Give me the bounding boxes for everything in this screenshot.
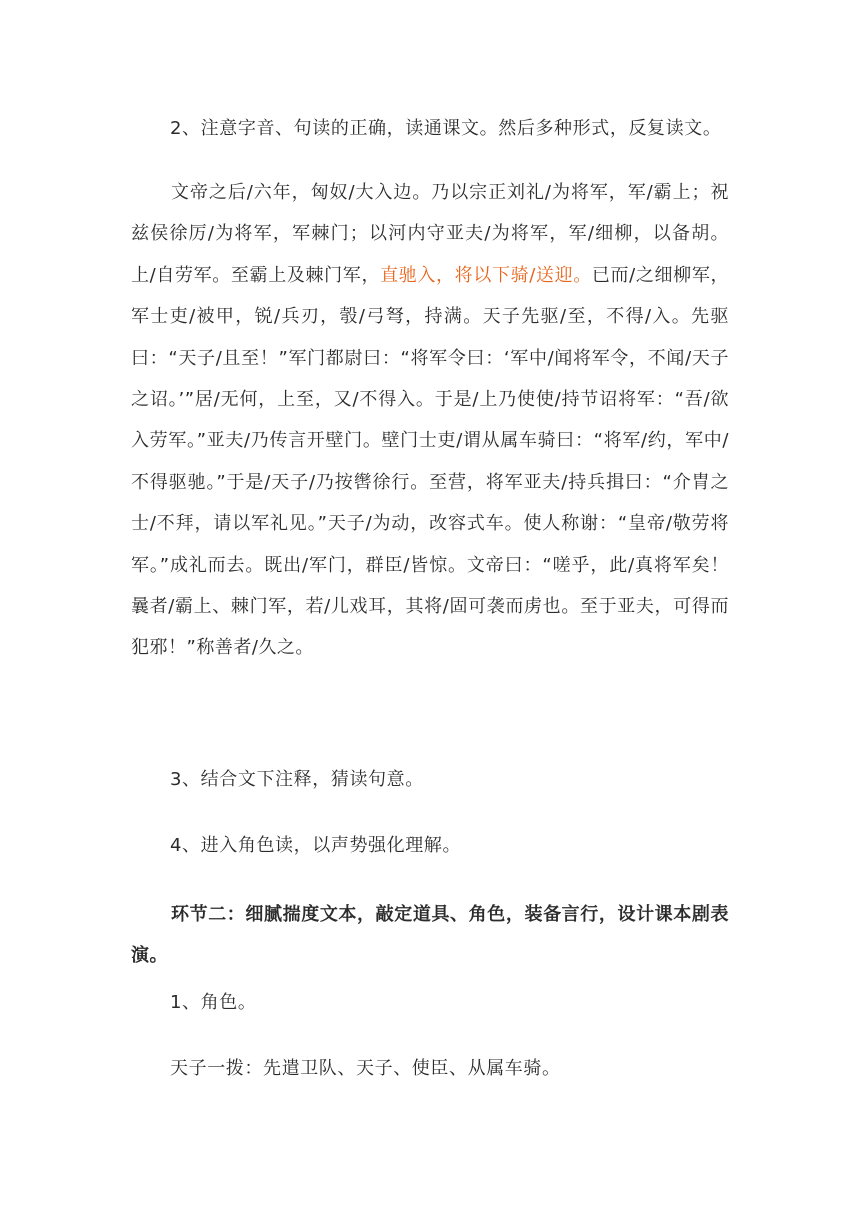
- passage-text-part2: 已而/之细柳军，军士吏/被甲，锐/兵刃，彀/弓弩，持满。天子先驱/至，不得/入。先驱曰：“天子/且至！”军门都尉曰：“将军令曰：‘军中/闻将军令，不闻/天子之诏。’”居/无何，上至，又/不得入。于是/上乃使使/持节诏将军：“吾/欲入劳军。”亚夫/乃传言开壁门。壁门士吏/谓从属车骑曰：“将军/约，军中/不得驱驰。”于是/天子/乃按辔徐行。至营，将军亚夫/持兵揖曰：“介胄之士/不拜，请以军礼见。”天子/为动，改容式车。使人称谢：“皇帝/敬劳将军。”成礼而去。既出/军门，群臣/皆惊。文帝曰：“嗟乎，此/真将军矣！曩者/霸上、棘门军，若/儿戏耳，其将/固可袭而虏也。至于亚夫，可得而犯邪！”称善者/久之。: [131, 264, 729, 659]
- passage-text-part1: 文帝之后/六年，匈奴/大入边。乃以宗正刘礼/为将军，军/霸上；祝兹侯徐厉/为将军，军棘门；以河内守亚夫/为将军，军/细柳，以备胡。上/自劳军。至霸上及棘门军，: [131, 182, 729, 286]
- passage-highlighted-text: 直驰入，将以下骑/送迎。: [380, 264, 592, 286]
- roles-emperor-group: 天子一拨：先遣卫队、天子、使臣、从属车骑。: [170, 1058, 561, 1079]
- step-4-instruction: 4、进入角色读，以声势强化理解。: [170, 835, 462, 856]
- step-2-instruction: 2、注意字音、句读的正确，读通课文。然后多种形式，反复读文。: [170, 118, 722, 139]
- roles-title: 1、角色。: [170, 992, 257, 1013]
- step-3-instruction: 3、结合文下注释，猜读句意。: [170, 769, 424, 790]
- passage-text: [131, 172, 729, 669]
- section-2-heading: 环节二：细腻揣度文本，敲定道具、角色，装备言行，设计课本剧表演。: [131, 904, 729, 967]
